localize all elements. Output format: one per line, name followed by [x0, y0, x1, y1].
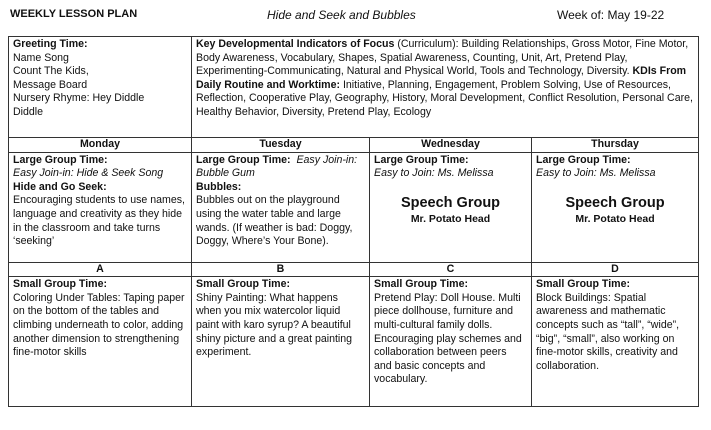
day-monday: Monday: [9, 138, 192, 153]
week-label: Week of: May 19-22: [557, 8, 665, 22]
greeting-item: Diddle: [13, 105, 44, 118]
join-in-text: Easy Join-in: Hide & Seek Song: [13, 167, 164, 180]
large-group-tuesday: [192, 152, 370, 262]
small-group-tuesday: [192, 277, 370, 407]
small-group-row: [9, 277, 699, 407]
small-group-thursday: [532, 277, 699, 407]
activity-body: Bubbles out on the playground using the water table and large wands. (If weather is bad: Doggy, Doggy, Where’s Your Bone).: [196, 194, 353, 248]
large-group-row: [9, 152, 699, 262]
large-group-heading: Large Group Time:: [374, 153, 469, 166]
join-in-text: Easy to Join: Ms. Melissa: [536, 167, 656, 180]
speech-group-title: Speech Group: [400, 194, 501, 211]
join-in-text: Easy to Join: Ms. Melissa: [374, 167, 494, 180]
top-row: [9, 37, 699, 138]
small-group-heading: Small Group Time:: [13, 278, 107, 291]
greeting-heading: Greeting Time:: [13, 38, 88, 50]
speech-group-subtitle: Mr. Potato Head: [575, 212, 655, 225]
letter-b: B: [192, 262, 370, 277]
large-group-wednesday: [370, 152, 532, 262]
greeting-item: Count The Kids,: [13, 65, 89, 78]
large-group-monday: [9, 152, 192, 262]
speech-group-title: Speech Group: [565, 194, 665, 211]
small-group-heading: Small Group Time:: [196, 278, 290, 291]
day-tuesday: Tuesday: [192, 138, 370, 153]
kdi-curriculum-text: (Curriculum): Building Relationships, Gross Motor, Fine Motor, Body Awareness, Vocabulary, Shapes, Spatial Awareness, Counting, Unit, Art, Pretend Play, Experimenting-Communicating, Natural and Physical World, Tools and Technology, Diversity.: [196, 38, 689, 78]
small-group-heading: Small Group Time:: [374, 278, 468, 291]
small-group-heading: Small Group Time:: [536, 278, 630, 291]
activity-heading: Bubbles:: [196, 180, 242, 193]
large-group-heading: Large Group Time:: [13, 153, 108, 166]
greeting-cell: [9, 37, 192, 138]
letter-row: [9, 262, 699, 277]
large-group-thursday: [532, 152, 699, 262]
large-group-heading: Large Group Time:: [196, 153, 291, 166]
kdi-daily-text: Initiative, Planning, Engagement, Problem Solving, Use of Resources, Reflection, Cooperative Play, Geography, History, Moral Development, Conflict Resolution, Personal Care, Healthy Behavior, Diversity, Pretend Play, Ecology: [196, 78, 693, 118]
kdi-cell: [192, 37, 699, 138]
day-thursday: Thursday: [532, 138, 699, 153]
letter-c: C: [370, 262, 532, 277]
activity-heading: Hide and Go Seek:: [13, 180, 107, 193]
letter-a: A: [9, 262, 192, 277]
day-header-row: [9, 138, 699, 153]
kdi-heading: Key Developmental Indicators of Focus: [196, 38, 395, 50]
small-group-wednesday: [370, 277, 532, 407]
greeting-item: Nursery Rhyme: Hey Diddle: [13, 92, 145, 105]
small-group-monday: [9, 277, 192, 407]
lesson-plan-table: [8, 36, 699, 407]
theme-title: Hide and Seek and Bubbles: [267, 8, 416, 22]
kdi-daily-heading: KDIs From Daily Routine and Worktime:: [196, 65, 687, 91]
small-group-body: Shiny Painting: What happens when you mix watercolor liquid paint with karo syrup? A beautiful shiny picture and a great painting experiment.: [196, 291, 353, 359]
day-wednesday: Wednesday: [370, 138, 532, 153]
small-group-body: Block Buildings: Spatial awareness and mathematic concepts such as “tall”, “wide”, “big”, “small”, also working on fine-motor skills, creativity and collaboration.: [536, 291, 680, 372]
greeting-item: Name Song: [13, 51, 69, 64]
greeting-item: Message Board: [13, 78, 88, 91]
join-in-text: Easy Join-in: Bubble Gum: [196, 153, 358, 180]
large-group-heading: Large Group Time:: [536, 153, 631, 166]
speech-group-subtitle: Mr. Potato Head: [410, 212, 491, 225]
small-group-body: Coloring Under Tables: Taping paper on the bottom of the tables and climbing underneath to color, adding another dimension to strengthening fine-motor skills: [13, 291, 185, 359]
letter-d: D: [532, 262, 699, 277]
document-title: WEEKLY LESSON PLAN: [10, 8, 138, 20]
small-group-body: Pretend Play: Doll House. Multi piece dollhouse, furniture and multi-cultural family dolls. Encouraging play schemes and collaboration between peers and basic concepts and vocabulary.: [374, 291, 522, 386]
activity-body: Encouraging students to use names, language and creativity as they hide in the classroom and take turns ‘seeking’: [13, 194, 185, 248]
